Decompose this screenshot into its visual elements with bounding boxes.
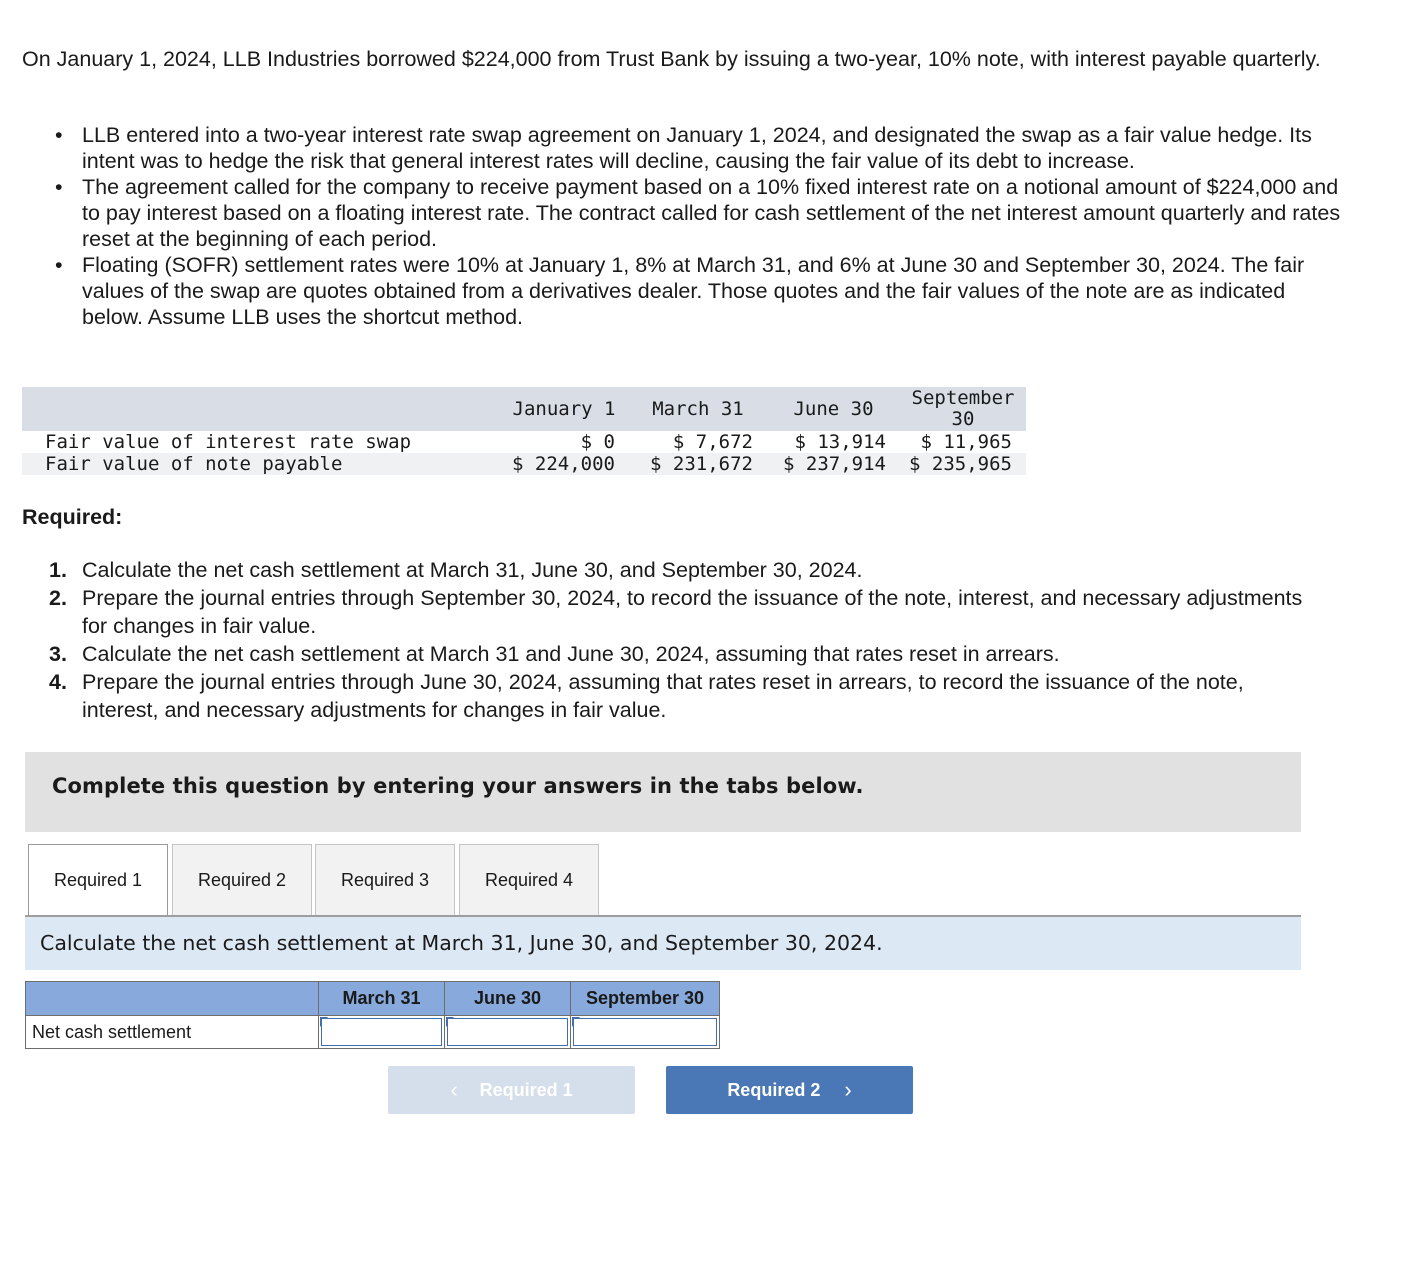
table-row (22, 453, 1026, 475)
row-label: Fair value of interest rate swap (22, 431, 499, 453)
bullet-item: • Floating (SOFR) settlement rates were 10% at January 1, 8% at March 31, and 6% at June 30 and September 30, 2024. The fair values of the swap are quotes obtained from a derivatives dealer. Those quotes and the fair values of the note are as indicated below. Assume LLB uses the shortcut method. (55, 253, 1305, 329)
chevron-right-icon: › (844, 1077, 852, 1102)
required-title: Required: (22, 505, 123, 529)
net-cash-settlement-september-30-input[interactable] (573, 1018, 717, 1046)
item-number: 2. (49, 586, 67, 610)
next-button-label: Required 2 (727, 1079, 821, 1100)
header-june-30: June 30 (793, 397, 874, 420)
answer-header-row (26, 982, 720, 1016)
answer-table (25, 981, 720, 1049)
net-cash-settlement-june-30-input[interactable] (447, 1018, 568, 1046)
required-item: 3. Calculate the net cash settlement at March 31 and June 30, 2024, assuming that rates reset in arrears. (49, 642, 1060, 666)
bullet-icon: • (55, 175, 63, 199)
header-march-31: March 31 (652, 397, 744, 420)
tab-instruction (25, 917, 1301, 970)
instructions-banner (25, 752, 1301, 832)
required-list (49, 556, 1322, 724)
tab-required-2[interactable]: Required 2 (172, 844, 312, 915)
bullet-item: • LLB entered into a two-year interest rate swap agreement on January 1, 2024, and designated the swap as a fair value hedge. Its intent was to hedge the risk that general interest rates will decline, causing the fair value of its debt to increase. (55, 123, 1312, 173)
table-cell: $ 0 (499, 431, 629, 453)
answer-cell (445, 1016, 571, 1049)
table-cell: $ 224,000 (499, 453, 629, 475)
table-cell: $ 11,965 (900, 431, 1026, 453)
bullet-icon: • (55, 123, 63, 147)
required-item: 1. Calculate the net cash settlement at March 31, June 30, and September 30, 2024. (49, 558, 863, 582)
answer-row-label: Net cash settlement (26, 1016, 319, 1049)
problem-bullets (55, 122, 1342, 330)
answer-header-blank (26, 982, 319, 1016)
fair-value-header-row (22, 387, 1026, 431)
next-required-button[interactable] (666, 1066, 913, 1114)
fair-value-table (22, 387, 1026, 475)
row-label: Fair value of note payable (22, 453, 499, 475)
answer-cell (319, 1016, 445, 1049)
answer-cell (571, 1016, 720, 1049)
table-cell: $ 7,672 (629, 431, 767, 453)
net-cash-settlement-march-31-input[interactable] (321, 1018, 442, 1046)
prev-required-button[interactable] (388, 1066, 635, 1114)
header-blank (22, 387, 499, 431)
tab-instruction-text: Calculate the net cash settlement at March 31, June 30, and September 30, 2024. (40, 931, 883, 955)
item-number: 1. (49, 558, 67, 582)
problem-intro: On January 1, 2024, LLB Industries borrowed $224,000 from Trust Bank by issuing a two-year, 10% note, with interest payable quarterly. (22, 47, 1321, 71)
item-number: 4. (49, 670, 67, 694)
answer-header-june-30: June 30 (445, 982, 571, 1016)
table-cell: $ 13,914 (767, 431, 900, 453)
tab-required-1[interactable]: Required 1 (28, 844, 168, 917)
item-number: 3. (49, 642, 67, 666)
table-row (22, 431, 1026, 453)
bullet-icon: • (55, 253, 63, 277)
answer-header-september-30: September 30 (571, 982, 720, 1016)
table-cell: $ 231,672 (629, 453, 767, 475)
tab-required-4[interactable]: Required 4 (459, 844, 599, 915)
required-item: 2. Prepare the journal entries through September 30, 2024, to record the issuance of the note, interest, and necessary adjustments for changes in fair value. (49, 586, 1303, 638)
answer-row (26, 1016, 720, 1049)
answer-header-march-31: March 31 (319, 982, 445, 1016)
table-cell: $ 235,965 (900, 453, 1026, 475)
bullet-item: • The agreement called for the company to receive payment based on a 10% fixed interest rate on a notional amount of $224,000 and to pay interest based on a floating interest rate. The contract called for cash settlement of the net interest amount quarterly and rates reset at the beginning of each period. (55, 175, 1341, 251)
tab-required-3[interactable]: Required 3 (315, 844, 455, 915)
table-cell: $ 237,914 (767, 453, 900, 475)
required-item: 4. Prepare the journal entries through June 30, 2024, assuming that rates reset in arrears, to record the issuance of the note, interest, and necessary adjustments for changes in fair value. (49, 670, 1244, 722)
header-september-30: September 30 (911, 387, 1015, 430)
header-january-1: January 1 (512, 397, 616, 420)
instructions-banner-text: Complete this question by entering your answers in the tabs below. (52, 774, 864, 798)
prev-button-label: Required 1 (479, 1079, 573, 1100)
chevron-left-icon: ‹ (450, 1077, 458, 1102)
